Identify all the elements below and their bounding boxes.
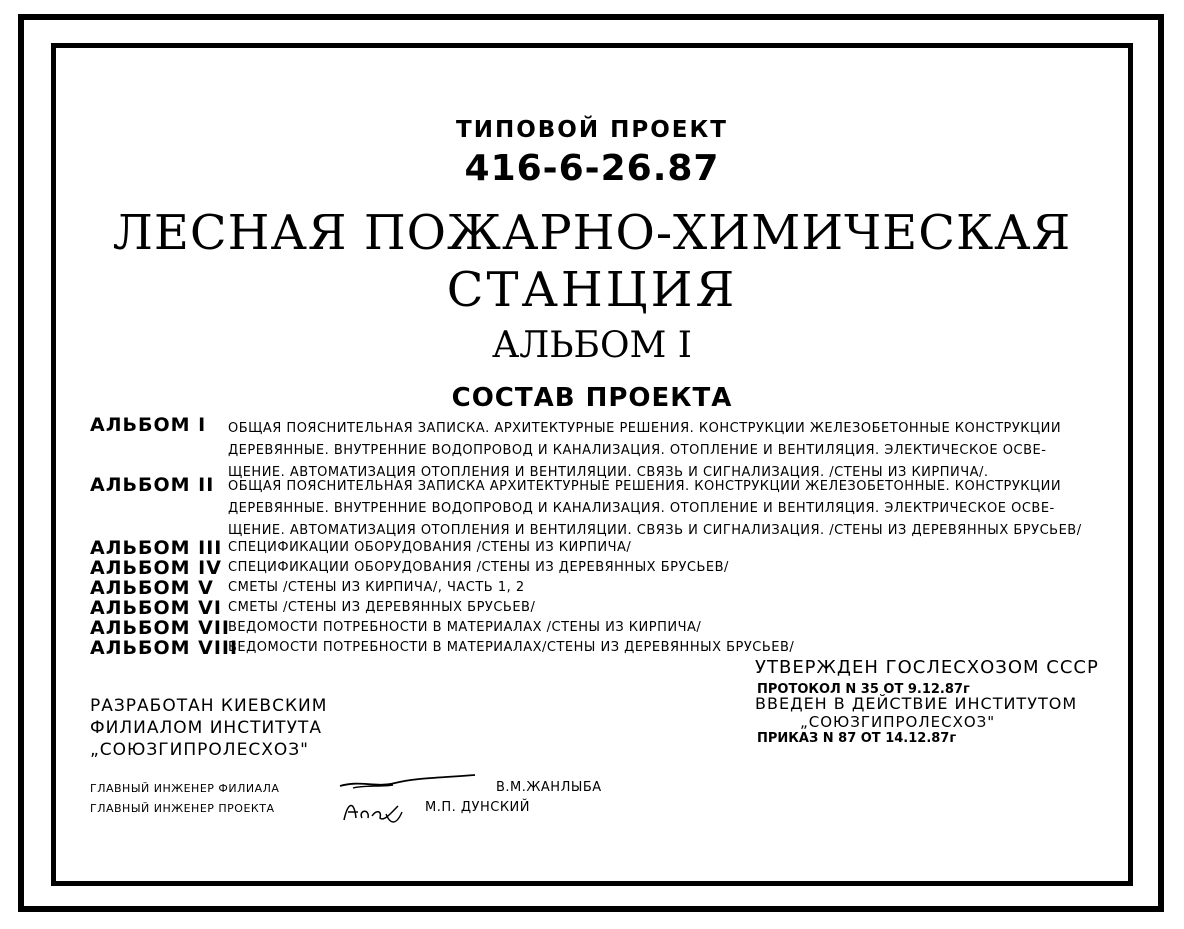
title-line-1: ЛЕСНАЯ ПОЖАРНО-ХИМИЧЕСКАЯ bbox=[112, 205, 1072, 261]
contents-heading: СОСТАВ ПРОЕКТА bbox=[451, 383, 733, 413]
album-description: ВЕДОМОСТИ ПОТРЕБНОСТИ В МАТЕРИАЛАХ/СТЕНЫ ИЗ ДЕРЕВЯННЫХ БРУСЬЕВ/ bbox=[228, 640, 795, 655]
album-label: АЛЬБОМ IV bbox=[90, 557, 222, 579]
staff-name: В.М.ЖАНЛЫБА bbox=[496, 780, 602, 795]
project-number: 416-6-26.87 bbox=[464, 148, 720, 189]
developer-line-3: „СОЮЗГИПРОЛЕСХОЗ" bbox=[90, 740, 309, 760]
album-heading: АЛЬБОМ I bbox=[491, 325, 693, 366]
title-line-2: СТАНЦИЯ bbox=[446, 262, 738, 318]
album-description: СМЕТЫ /СТЕНЫ ИЗ ДЕРЕВЯННЫХ БРУСЬЕВ/ bbox=[228, 600, 536, 615]
album-description: СПЕЦИФИКАЦИИ ОБОРУДОВАНИЯ /СТЕНЫ ИЗ ДЕРЕВЯННЫХ БРУСЬЕВ/ bbox=[228, 560, 729, 575]
staff-role: ГЛАВНЫЙ ИНЖЕНЕР ПРОЕКТА bbox=[90, 802, 275, 815]
album-label: АЛЬБОМ VII bbox=[90, 617, 230, 639]
protocol-line: ПРОТОКОЛ N 35 ОТ 9.12.87г bbox=[757, 682, 970, 697]
album-description bbox=[228, 476, 1082, 542]
album-label: АЛЬБОМ III bbox=[90, 537, 223, 559]
staff-name: М.П. ДУНСКИЙ bbox=[425, 800, 530, 815]
staff-role: ГЛАВНЫЙ ИНЖЕНЕР ФИЛИАЛА bbox=[90, 782, 280, 795]
developer-line-1: РАЗРАБОТАН КИЕВСКИМ bbox=[90, 696, 328, 716]
album-description: СМЕТЫ /СТЕНЫ ИЗ КИРПИЧА/, ЧАСТЬ 1, 2 bbox=[228, 580, 525, 595]
developer-line-2: ФИЛИАЛОМ ИНСТИТУТА bbox=[90, 718, 322, 738]
album-label: АЛЬБОМ VIII bbox=[90, 637, 239, 659]
enacted-line: ВВЕДЕН В ДЕЙСТВИЕ ИНСТИТУТОМ bbox=[755, 694, 1078, 713]
signature-chief-engineer-project bbox=[340, 792, 420, 832]
album-label: АЛЬБОМ I bbox=[90, 414, 207, 436]
album-description: СПЕЦИФИКАЦИИ ОБОРУДОВАНИЯ /СТЕНЫ ИЗ КИРПИЧА/ bbox=[228, 540, 632, 555]
album-label: АЛЬБОМ V bbox=[90, 577, 214, 599]
institute-name: „СОЮЗГИПРОЛЕСХОЗ" bbox=[800, 713, 996, 731]
approved-by: УТВЕРЖДЕН ГОСЛЕСХОЗОМ СССР bbox=[755, 657, 1099, 678]
order-line: ПРИКАЗ N 87 ОТ 14.12.87г bbox=[757, 731, 957, 746]
album-description-line: ЩЕНИЕ. АВТОМАТИЗАЦИЯ ОТОПЛЕНИЯ И ВЕНТИЛЯЦИИ. СВЯЗЬ И СИГНАЛИЗАЦИЯ. /СТЕНЫ ИЗ ДЕРЕВЯННЫХ БРУСЬЕВ/ bbox=[228, 523, 1082, 538]
album-description-line: ДЕРЕВЯННЫЕ. ВНУТРЕННИЕ ВОДОПРОВОД И КАНАЛИЗАЦИЯ. ОТОПЛЕНИЕ И ВЕНТИЛЯЦИЯ. ЭЛЕКТРИЧЕСКОЕ ОСВЕ- bbox=[228, 501, 1055, 516]
album-description-line: ОБЩАЯ ПОЯСНИТЕЛЬНАЯ ЗАПИСКА АРХИТЕКТУРНЫЕ РЕШЕНИЯ. КОНСТРУКЦИИ ЖЕЛЕЗОБЕТОННЫЕ. КОНСТРУКЦИИ bbox=[228, 479, 1062, 494]
album-description-line: ОБЩАЯ ПОЯСНИТЕЛЬНАЯ ЗАПИСКА. АРХИТЕКТУРНЫЕ РЕШЕНИЯ. КОНСТРУКЦИИ ЖЕЛЕЗОБЕТОННЫЕ КОНСТРУКЦИИ bbox=[228, 421, 1062, 436]
album-description bbox=[228, 418, 1061, 484]
type-label: ТИПОВОЙ ПРОЕКТ bbox=[456, 117, 728, 143]
album-description: ВЕДОМОСТИ ПОТРЕБНОСТИ В МАТЕРИАЛАХ /СТЕНЫ ИЗ КИРПИЧА/ bbox=[228, 620, 702, 635]
album-label: АЛЬБОМ II bbox=[90, 474, 215, 496]
album-label: АЛЬБОМ VI bbox=[90, 597, 222, 619]
album-description-line: ДЕРЕВЯННЫЕ. ВНУТРЕННИЕ ВОДОПРОВОД И КАНАЛИЗАЦИЯ. ОТОПЛЕНИЕ И ВЕНТИЛЯЦИЯ. ЭЛЕКТИЧЕСКОЕ ОСВЕ- bbox=[228, 443, 1047, 458]
album-description-line: ЩЕНИЕ. АВТОМАТИЗАЦИЯ ОТОПЛЕНИЯ И ВЕНТИЛЯЦИИ. СВЯЗЬ И СИГНАЛИЗАЦИЯ. /СТЕНЫ ИЗ КИРПИЧА/. bbox=[228, 465, 989, 480]
